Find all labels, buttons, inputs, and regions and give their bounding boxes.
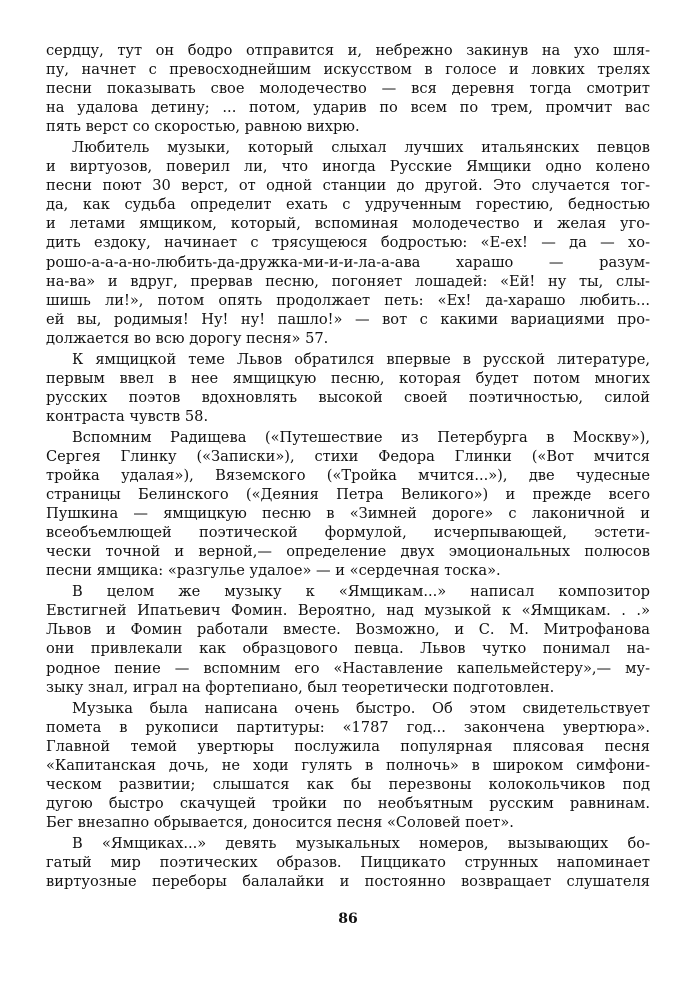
text-line: ей вы, родимыя! Ну! ну! пашло!» — вот с какими вариациями про- (46, 310, 650, 328)
paragraph-7 (46, 834, 650, 891)
paragraph-1 (46, 41, 650, 136)
text-line: Главной темой увертюры послужила популярная плясовая песня (46, 737, 650, 755)
text-line: пу, начнет с превосходнейшим искусством в голосе и ловких трелях (46, 61, 650, 79)
text-line: гатый мир поэтических образов. Пиццикато струнных напоминает (46, 853, 650, 871)
text-line: ческом развитии; слышатся как бы перезвоны колокольчиков под (46, 775, 650, 793)
text-line: виртуозные переборы балалайки и постоянно возвращает слушателя (46, 873, 650, 891)
text-line: Пушкина — ямщицкую песню в «Зимней дороге» с лаконичной и (46, 505, 650, 523)
text-line: «Капитанская дочь, не ходи гулять в полночь» в широком симфони- (46, 756, 650, 774)
text-line: зыку знал, играл на фортепиано, был теоретически подготовлен. (46, 678, 555, 696)
text-line: и летами ямщиком, который, вспоминая молодечество и желая уго- (46, 215, 650, 233)
text-line: чески точной и верной,— определение двух эмоциональных полюсов (46, 543, 650, 561)
text-line: шишь ли!», потом опять продолжает петь: «Ех! да-харашо любить... (46, 291, 650, 309)
text-line: на удалова детину; ... потом, ударив по всем по трем, промчит вас (46, 99, 650, 117)
text-line: страницы Белинского («Деяния Петра Великого») и прежде всего (46, 486, 650, 504)
text-line: сердцу, тут он бодро отправится и, небрежно закинув на ухо шля- (46, 42, 650, 59)
text-line: контраста чувств 58. (46, 407, 209, 425)
text-line: В «Ямщиках...» девять музыкальных номеров, вызывающих бо- (72, 834, 650, 852)
paragraph-2 (46, 138, 650, 348)
text-line: песни поют 30 верст, от одной станции до другой. Это случается тог- (46, 177, 650, 195)
text-line: на-ва» и вдруг, прервав песню, погоняет лошадей: «Ей! ну ты, слы- (46, 272, 650, 290)
text-line: пять верст со скоростью, равною вихрю. (46, 118, 360, 136)
text-line: В целом же музыку к «Ямщикам...» написал композитор (72, 583, 650, 601)
page-number: 86 (338, 911, 358, 927)
text-line: родное пение — вспомним его «Наставление капельмейстеру»,— му- (46, 659, 650, 677)
text-line: Вспомним Радищева («Путешествие из Петербурга в Москву»), (72, 428, 650, 446)
text-line: да, как судьба определит ехать с удрученным горестию, бедностью (46, 196, 650, 214)
text-line: рошо-а-а-а-но-любить-да-дружка-ми-и-и-ла-а-ава харашо — разум- (46, 253, 650, 271)
text-line: Евстигней Ипатьевич Фомин. Вероятно, над музыкой к «Ямщикам. . .» (46, 602, 650, 620)
text-line: тройка удалая»), Вяземского («Тройка мчится...»), две чудесные (46, 467, 650, 485)
paragraph-3 (46, 350, 650, 426)
text-line: должается во всю дорогу песня» 57. (46, 329, 329, 347)
page-text-body (46, 41, 650, 891)
text-line: Сергея Глинку («Записки»), стихи Федора Глинки («Вот мчится (46, 447, 650, 465)
paragraph-6 (46, 699, 650, 832)
paragraph-4 (46, 428, 650, 580)
text-line: дить ездоку, начинает с трясущеюся бодростью: «Е-ех! — да — хо- (46, 234, 650, 252)
text-line: помета в рукописи партитуры: «1787 год... закончена увертюра». (46, 718, 650, 736)
text-line: и виртуозов, поверил ли, что иногда Русские Ямщики одно колено (46, 158, 650, 176)
text-line: всеобъемлющей поэтической формулой, исчерпывающей, эстети- (46, 524, 650, 542)
text-line: русских поэтов вдохновлять высокой своей поэтичностью, силой (46, 388, 650, 406)
text-line: дугою быстро скачущей тройки по необъятным русским равнинам. (46, 794, 650, 812)
text-line: они привлекали как образцового певца. Львов чутко понимал на- (46, 640, 650, 658)
text-line: Любитель музыки, который слыхал лучших итальянских певцов (72, 139, 650, 157)
text-line: Львов и Фомин работали вместе. Возможно, и С. М. Митрофанова (46, 621, 650, 639)
text-line: Музыка была написана очень быстро. Об этом свидетельствует (72, 699, 650, 717)
text-line: Бег внезапно обрывается, доносится песня «Соловей поет». (46, 813, 514, 831)
paragraph-5 (46, 582, 650, 696)
text-line: песни показывать свое молодечество — вся деревня тогда смотрит (46, 80, 650, 98)
text-line: первым ввел в нее ямщицкую песню, которая будет потом многих (46, 369, 650, 387)
text-line: К ямщицкой теме Львов обратился впервые в русской литературе, (72, 350, 650, 368)
text-line: песни ямщика: «разгулье удалое» — и «сердечная тоска». (46, 562, 501, 580)
